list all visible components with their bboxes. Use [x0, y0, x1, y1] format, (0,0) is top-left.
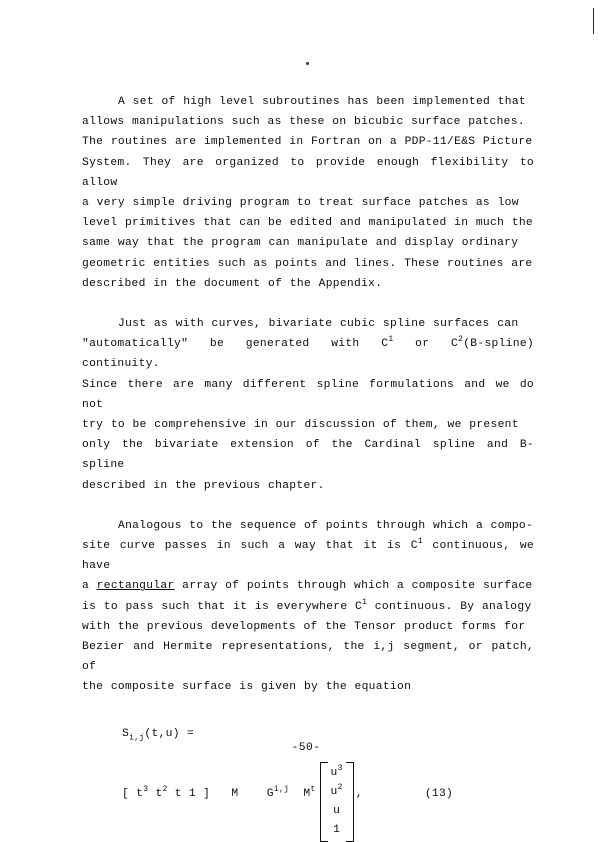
page-edge-mark [593, 8, 594, 34]
vector-entry-base: u [333, 804, 341, 817]
p2-superscript-1: 1 [388, 335, 394, 345]
p1-line-9: described in the document of the Appendix. [82, 277, 383, 290]
vector-entry [333, 802, 340, 821]
p1-line-3: The routines are implemented in Fortran on a PDP-11/E&S Picture [82, 136, 533, 149]
vector-entry-base: u [330, 785, 338, 798]
p3-line-7: the composite surface is given by the equation [82, 681, 412, 694]
p3-line-6: Bezier and Hermite representations, the i,j segment, or patch, of [82, 641, 534, 674]
column-vector [320, 762, 354, 842]
p3-underlined-term: rectangular [96, 580, 175, 593]
p2-line-2e: (B-spline) continuity. [82, 338, 534, 371]
vector-entry [333, 821, 340, 840]
paragraph-3 [82, 516, 534, 698]
p2-line-2c: or C [393, 338, 459, 351]
p3-line-2c: continuous, we have [82, 540, 534, 573]
equation-number: (13) [424, 787, 454, 800]
paragraph-2 [82, 314, 534, 496]
vector-entry [331, 783, 343, 802]
p2-superscript-2: 2 [458, 335, 464, 345]
p2-line-3: Since there are many different spline formulations and we do not [82, 378, 534, 411]
p3-line-2a: site curve passes in such a way that it is C [82, 540, 418, 553]
p3-line-4a: is to pass such that it is everywhere C [82, 600, 363, 613]
p1-line-7: same way that the program can manipulate and display ordinary [82, 237, 519, 250]
vector-entry [331, 764, 343, 783]
bracket-left-icon [320, 762, 328, 842]
p1-line-2: allows manipulations such as these on bicubic surface patches. [82, 116, 525, 129]
equation-terms-mid: t [148, 787, 163, 800]
vector-entry-base: 1 [333, 823, 341, 836]
paragraph-1 [82, 92, 534, 294]
page-center-dot-mark [306, 62, 309, 65]
bracket-right-icon [346, 762, 354, 842]
page-number: -50- [291, 742, 321, 754]
page-content [82, 92, 534, 842]
equation-terms-pre: [ t [122, 787, 144, 800]
equation-g-superscript: i,j [273, 784, 290, 794]
p2-line-4: try to be comprehensive in our discussion of them, we present [82, 419, 519, 432]
column-vector-entries [328, 762, 346, 842]
p3-superscript-2: 1 [362, 597, 368, 607]
p1-line-1: A set of high level subroutines has been implemented that [118, 96, 527, 108]
equation-lhs-subscript: i,j [129, 732, 145, 742]
equation-terms-post: t 1 ] M G [167, 787, 274, 800]
p1-line-6: level primitives that can be edited and manipulated in much the [82, 217, 533, 230]
p2-line-5: only the bivariate extension of the Cardinal spline and B-spline [82, 439, 534, 472]
p1-line-4: System. They are organized to provide enough flexibility to allow [82, 156, 534, 189]
equation-comma: , [355, 787, 363, 800]
p1-line-5: a very simple driving program to treat surface patches as low [82, 197, 519, 210]
p3-line-1: Analogous to the sequence of points through which a compo- [118, 519, 534, 532]
p3-superscript-1: 1 [417, 537, 423, 547]
equation-exp-2: 2 [162, 784, 168, 794]
equation-terms-tail: M [289, 787, 311, 800]
equation-rhs [122, 762, 534, 842]
equation-lhs-args: (t,u) = [144, 727, 194, 740]
p3-line-4c: continuous. By analogy [367, 600, 532, 613]
equation-terms [122, 762, 316, 804]
p2-line-6: described in the previous chapter. [82, 479, 325, 492]
equation-lhs-base: S [122, 727, 130, 740]
equation-lhs [122, 724, 534, 744]
equation-exp-3: 3 [143, 784, 149, 794]
p2-line-1: Just as with curves, bivariate cubic spline surfaces can [118, 318, 519, 331]
equation-mt-superscript: t [310, 784, 316, 794]
vector-entry-sup: 2 [337, 782, 343, 792]
p3-line-5: with the previous developments of the Tensor product forms for [82, 620, 526, 633]
vector-entry-base: u [330, 766, 338, 779]
p3-line-3a: a [82, 580, 97, 593]
p2-line-2a: "automatically" be generated with C [82, 338, 389, 351]
p3-line-3c: array of points through which a composite surface [174, 580, 533, 593]
vector-entry-sup: 3 [337, 763, 343, 773]
p1-line-8: geometric entities such as points and lines. These routines are [82, 257, 533, 270]
